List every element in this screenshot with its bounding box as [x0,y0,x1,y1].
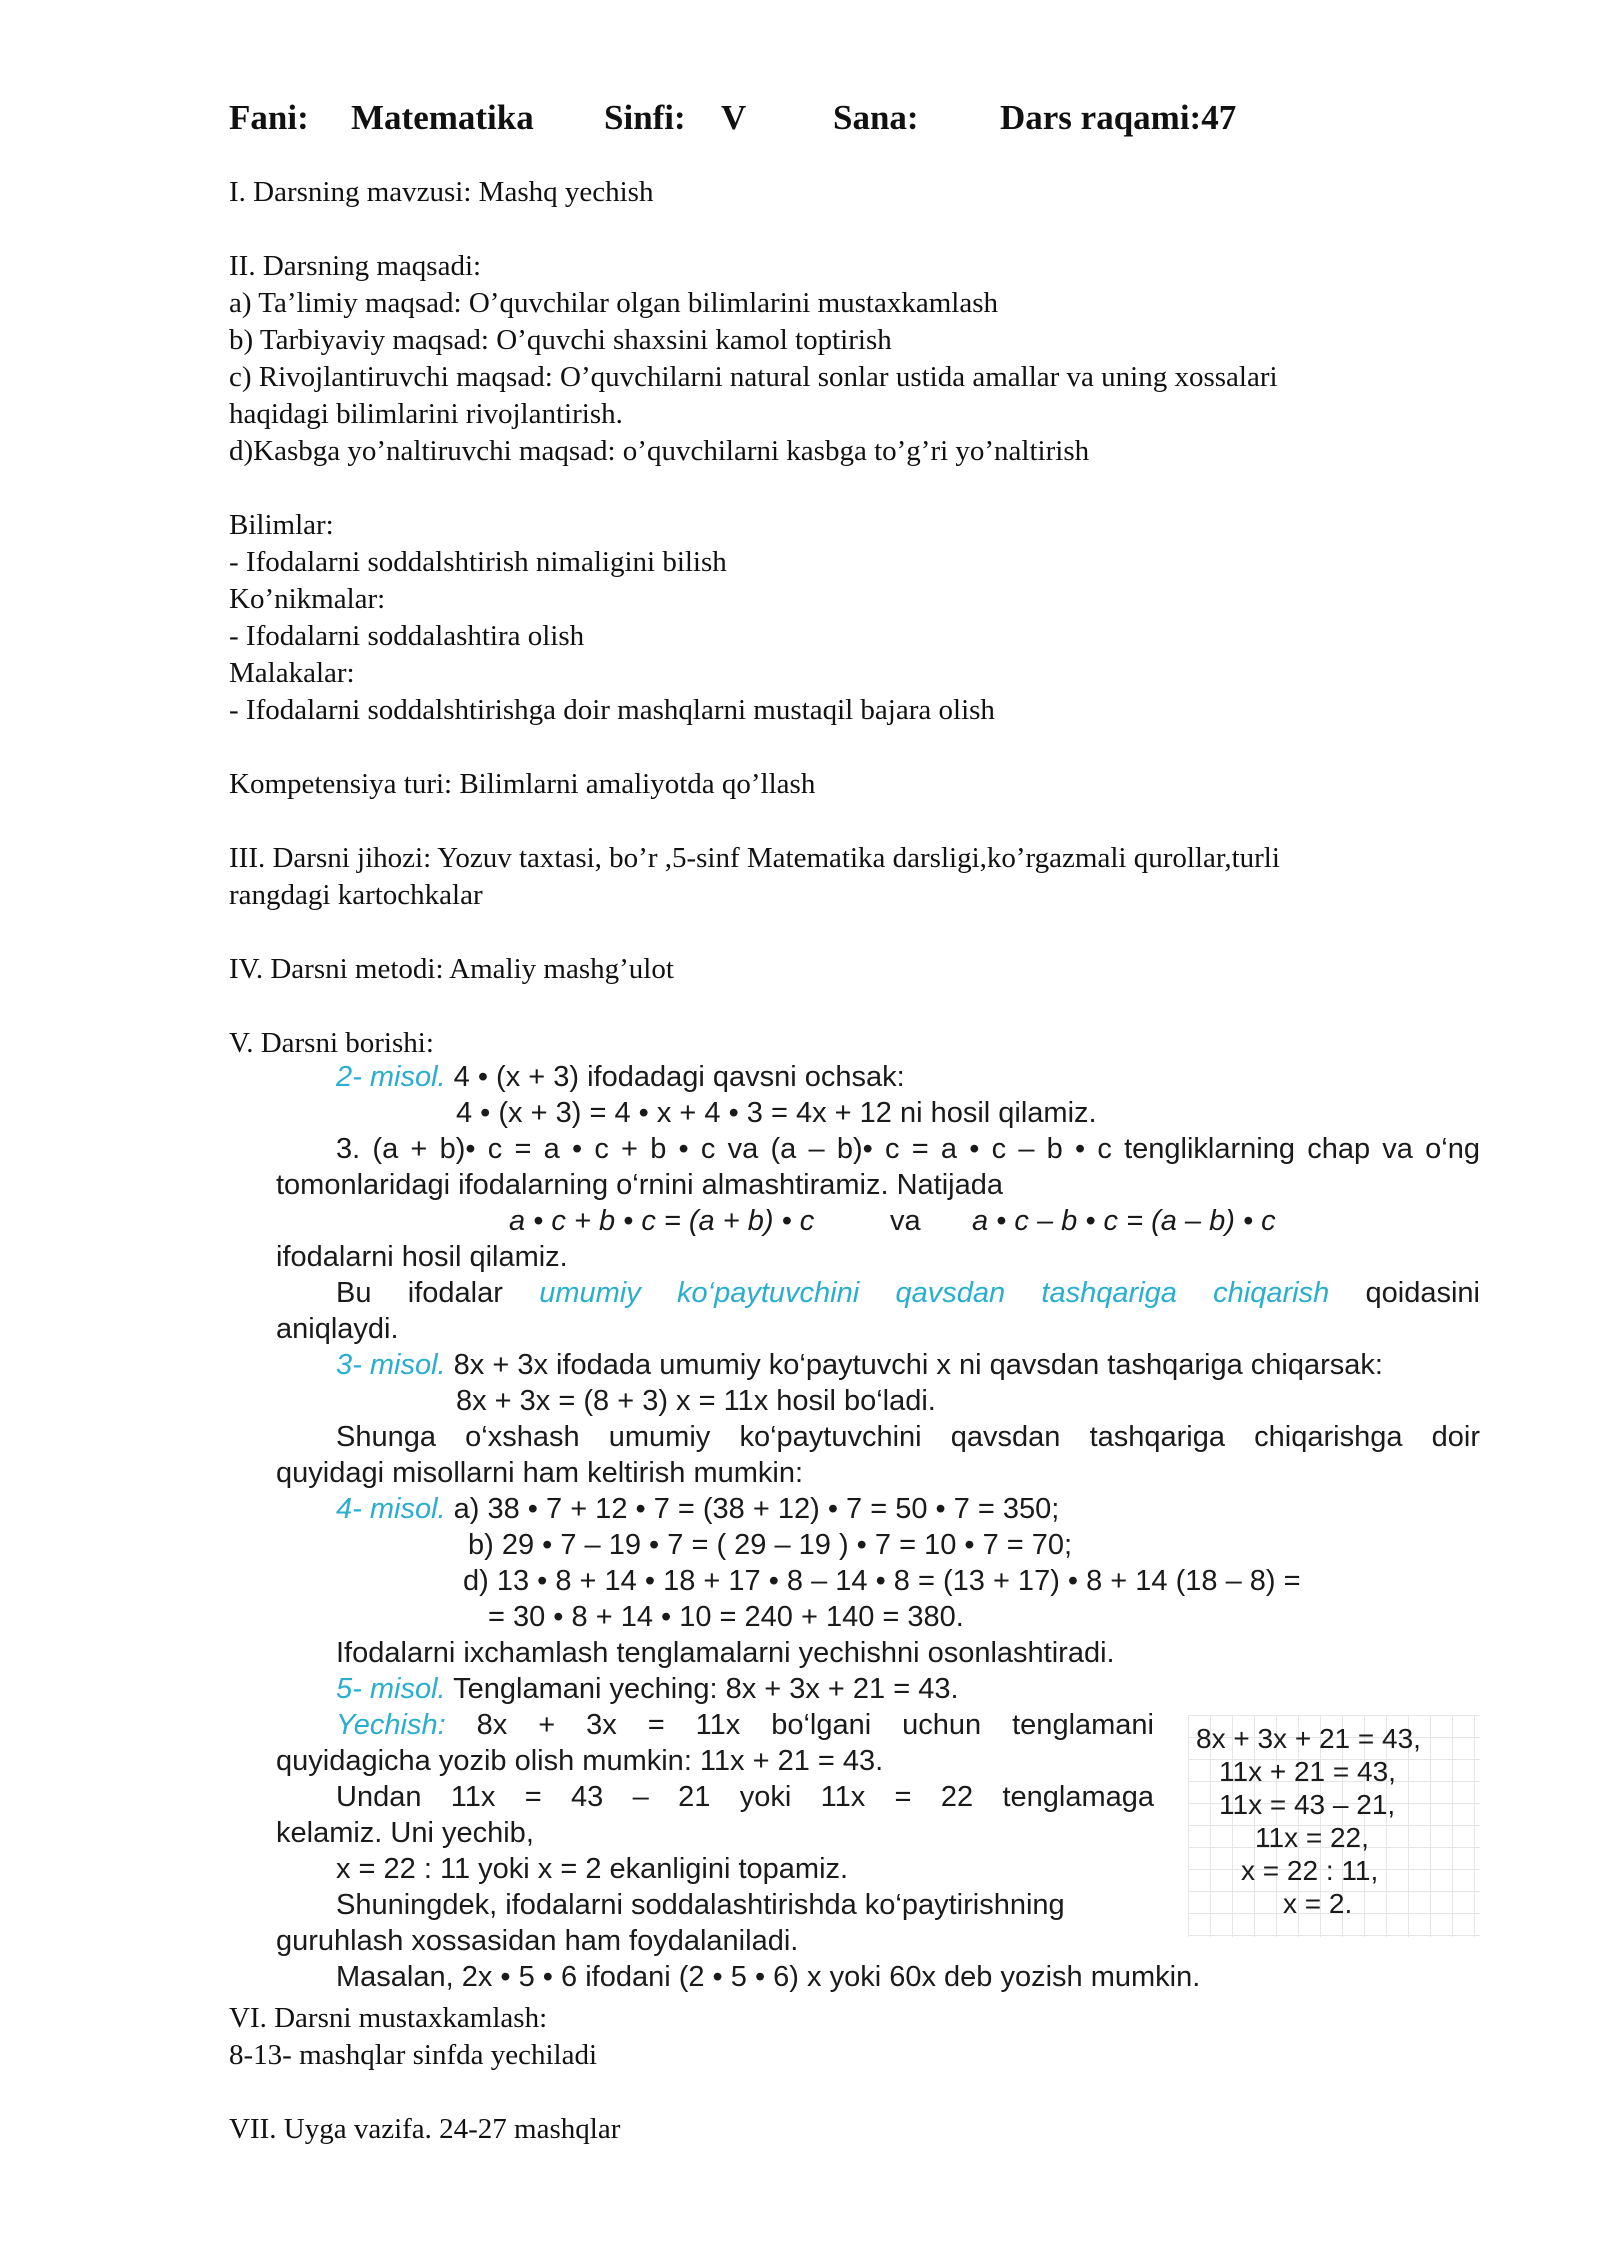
solution-line5: x = 22 : 11 yoki x = 2 ekanligini topamiz. [336,1853,849,1885]
grouping-line2: guruhlash xossasidan ham foydalaniladi. [276,1925,799,1957]
equipment-line2: rangdagi kartochkalar [229,879,483,911]
example-4-d-line1: d) 13 • 8 + 14 • 18 + 17 • 8 – 14 • 8 = (13 + 17) • 8 + 14 (18 – 8) = [463,1565,1301,1597]
example-3-result: 8x + 3x = (8 + 3) x = 11x hosil bo‘ladi. [456,1385,936,1417]
grid-line-6: x = 2. [1283,1888,1353,1919]
example-5-label: 5- misol. [336,1673,446,1705]
knowledge-title: Bilimlar: [229,509,334,541]
example-3-label: 3- misol. [336,1349,446,1381]
example-4-b: b) 29 • 7 – 19 • 7 = ( 29 – 19 ) • 7 = 10 • 7 = 70; [468,1529,1073,1561]
skills-title: Ko’nikmalar: [229,583,386,615]
rule-3-formula-left: a • c + b • c = (a + b) • c [509,1205,815,1237]
solution-line3: Undan 11x = 43 – 21 yoki 11x = 22 tenglamaga [336,1781,1154,1813]
objectives-title: II. Darsning maqsadi: [229,250,482,282]
factor-rule-line [336,1277,1480,1310]
equipment-line1: III. Darsni jihozi: Yozuv taxtasi, bo’r ,5-sinf Matematika darsligi,ko’rgazmali qurollar,turli [229,842,1280,874]
homework: VII. Uyga vazifa. 24-27 mashqlar [229,2113,621,2145]
grid-line-3: 11x = 43 – 21, [1219,1789,1396,1820]
example-4-d-line2: = 30 • 8 + 14 • 10 = 240 + 140 = 380. [488,1601,964,1633]
objective-a: a) Ta’limiy maqsad: O’quvchilar olgan bilimlarini mustaxkamlash [229,287,998,319]
objective-d: d)Kasbga yo’naltiruvchi maqsad: o’quvchilarni kasbga to’g’ri yo’naltirish [229,435,1090,467]
objective-b: b) Tarbiyaviy maqsad: O’quvchi shaxsini kamol toptirish [229,324,892,356]
grid-line-1: 8x + 3x + 21 = 43, [1196,1723,1421,1754]
example-5-text: Tenglamani yeching: 8x + 3x + 21 = 43. [453,1673,959,1705]
knowledge-item: - Ifodalarni soddalshtirish nimaligini bilish [229,546,727,578]
example-2-label: 2- misol. [336,1061,446,1093]
example-2-result: 4 • (x + 3) = 4 • x + 4 • 3 = 4x + 12 ni hosil qilamiz. [456,1097,1097,1129]
lesson-number: Dars raqami:47 [1000,98,1237,137]
solution-label: Yechish: [336,1709,446,1741]
rule-3-formula-va: va [890,1205,921,1237]
competency-type: Kompetensiya turi: Bilimlarni amaliyotda qo’llash [229,768,816,800]
abilities-item: - Ifodalarni soddalshtirishga doir mashqlarni mustaqil bajara olish [229,694,995,726]
factor-rule-pre: Bu ifodalar [336,1277,503,1309]
grade-label: Sinfi: [604,98,686,137]
grid-line-2: 11x + 21 = 43, [1219,1756,1396,1787]
factor-rule-end: aniqlaydi. [276,1313,399,1345]
example-5 [336,1673,959,1706]
simplify-note: Ifodalarni ixchamlash tenglamalarni yechishni osonlashtiradi. [336,1637,1115,1669]
solution-line2: quyidagicha yozib olish mumkin: 11x + 21 = 43. [276,1745,884,1777]
solution-text: 8x + 3x = 11x bo‘lgani uchun tenglamani [476,1709,1154,1741]
rule-3-line4: ifodalarni hosil qilamiz. [276,1241,568,1273]
example-4-a: a) 38 • 7 + 12 • 7 = (38 + 12) • 7 = 50 • 7 = 350; [453,1493,1060,1525]
abilities-title: Malakalar: [229,657,355,689]
rule-3-line2: tomonlaridagi ifodalarning o‘rnini almashtiramiz. Natijada [276,1169,1003,1201]
similar-line1: Shunga o‘xshash umumiy ko‘paytuvchini qavsdan tashqariga chiqarishga doir [336,1421,1480,1453]
grid-line-5: x = 22 : 11, [1241,1855,1379,1886]
subject-value: Matematika [351,98,534,137]
grade-value: V [721,98,747,137]
rule-3-line1: 3. (a + b)• c = a • c + b • c va (a – b)• c = a • c – b • c tengliklarning chap va o‘ng [336,1133,1480,1165]
skills-item: - Ifodalarni soddalashtira olish [229,620,585,652]
lesson-method: IV. Darsni metodi: Amaliy mashg’ulot [229,953,674,985]
lesson-process-title: V. Darsni borishi: [229,1027,434,1059]
objective-c-line1: c) Rivojlantiruvchi maqsad: O’quvchilarni natural sonlar ustida amallar va uning xossalari [229,361,1278,393]
date-label: Sana: [833,98,919,137]
example-4-a-line [336,1493,1059,1526]
solution-line4: kelamiz. Uni yechib, [276,1817,534,1849]
example-4-label: 4- misol. [336,1493,446,1525]
factor-rule-post: qoidasini [1365,1277,1480,1309]
lesson-topic: I. Darsning mavzusi: Mashq yechish [229,176,654,208]
grouping-line1: Shuningdek, ifodalarni soddalashtirishda ko‘paytirishning [336,1889,1065,1921]
consolidation-title: VI. Darsni mustaxkamlash: [229,2002,548,2034]
similar-line2: quyidagi misollarni ham keltirish mumkin: [276,1457,804,1489]
rule-3-formula-right: a • c – b • c = (a – b) • c [972,1205,1276,1237]
example-3-text: 8x + 3x ifodada umumiy ko‘paytuvchi x ni qavsdan tashqariga chiqarsak: [453,1349,1383,1381]
subject-label: Fani: [229,98,309,137]
solution-line1 [336,1709,1154,1742]
example-2-text: 4 • (x + 3) ifodadagi qavsni ochsak: [453,1061,905,1093]
factor-rule-term: umumiy ko‘paytuvchini qavsdan tashqariga chiqarish [539,1277,1330,1309]
objective-c-line2: haqidagi bilimlarini rivojlantirish. [229,398,623,430]
consolidation-item: 8-13- mashqlar sinfda yechiladi [229,2039,598,2071]
example-3 [336,1349,1383,1382]
grouping-example: Masalan, 2x • 5 • 6 ifodani (2 • 5 • 6) x yoki 60x deb yozish mumkin. [336,1961,1201,1993]
grid-line-4: 11x = 22, [1255,1822,1369,1853]
example-2 [336,1061,905,1094]
